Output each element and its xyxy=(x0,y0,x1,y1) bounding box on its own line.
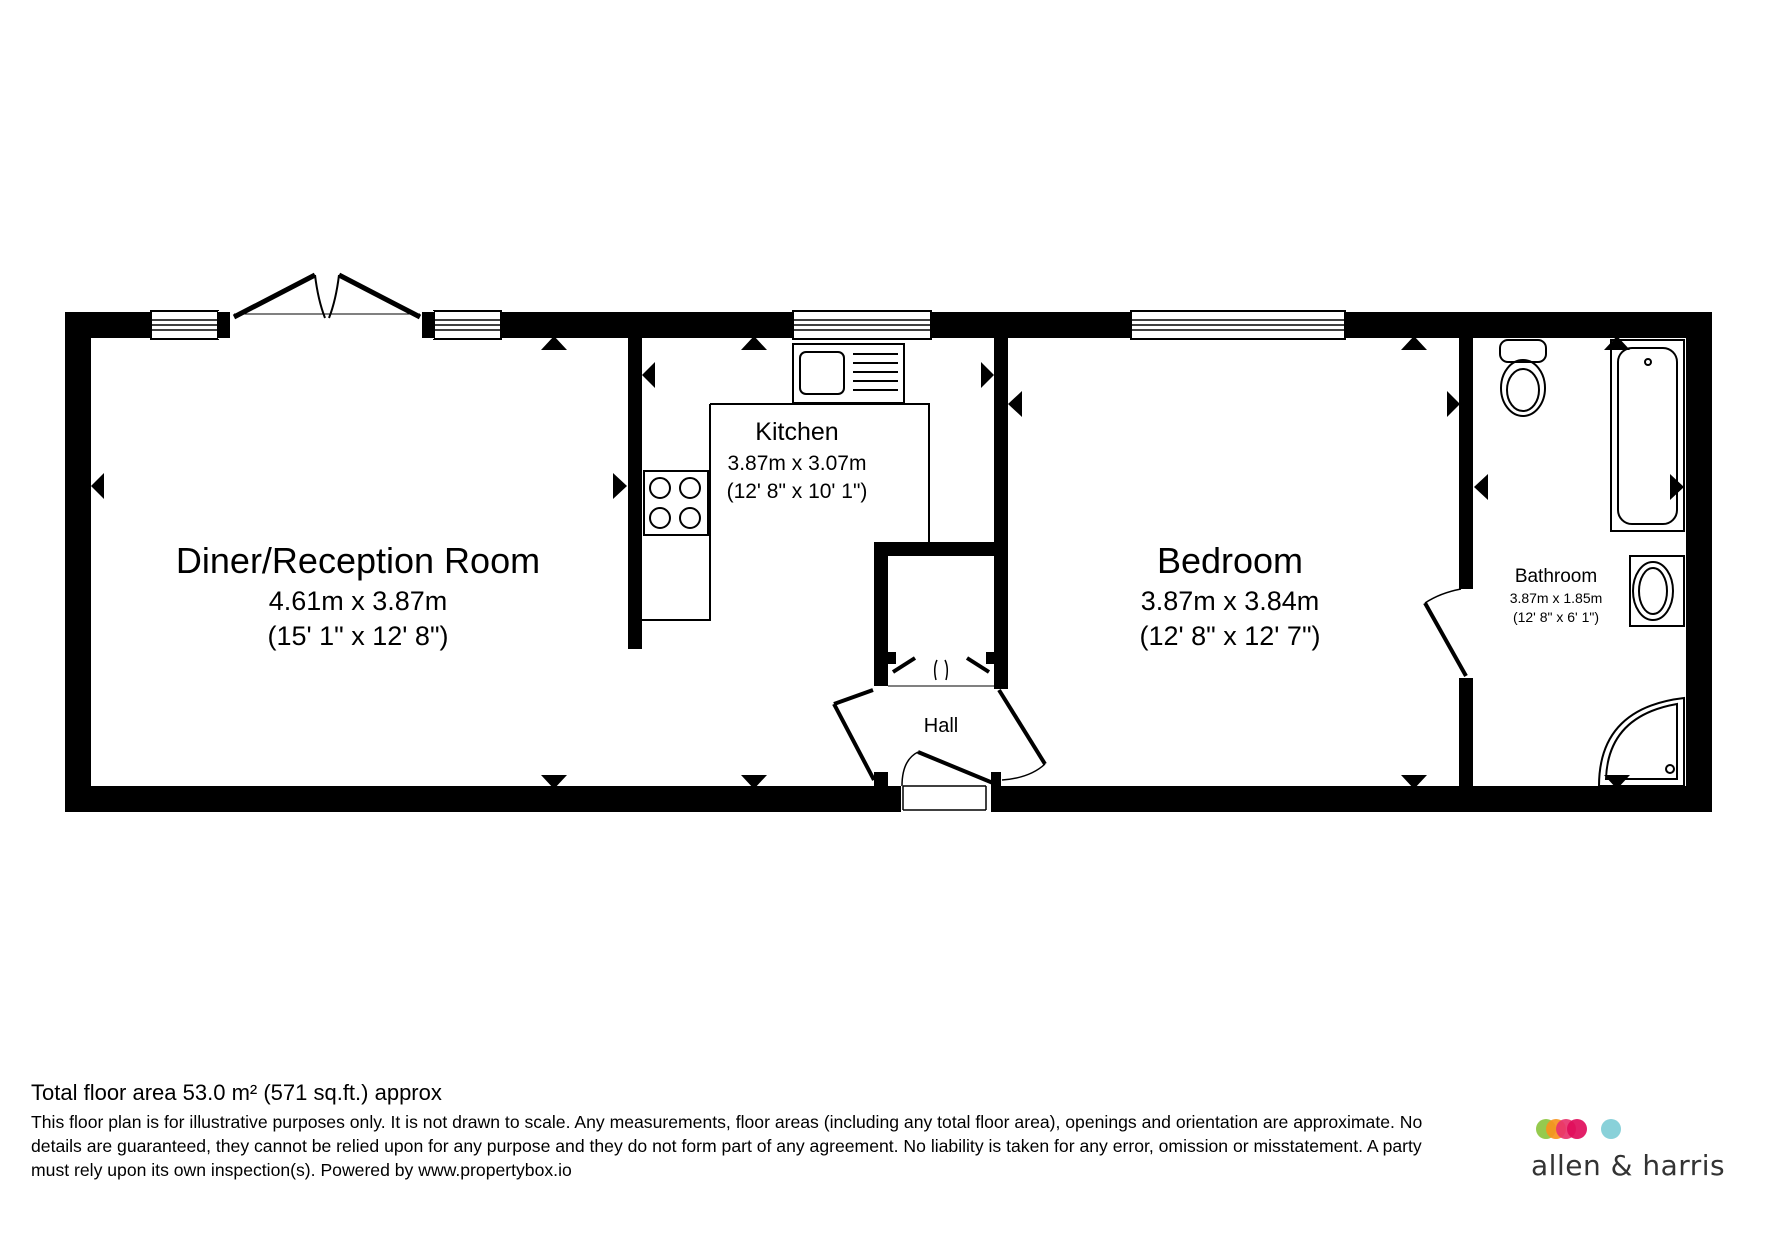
diner-name: Diner/Reception Room xyxy=(175,540,541,581)
interior-walls xyxy=(628,338,1473,788)
wall-bedroom-bathroom-top xyxy=(1459,338,1473,589)
total-floor-area: Total floor area 53.0 m² (571 sq.ft.) approx xyxy=(31,1080,442,1105)
room-labels xyxy=(176,418,1602,737)
kitchen-name: Kitchen xyxy=(755,418,839,446)
window-diner-left xyxy=(151,311,218,339)
bathroom-metric: 3.87m x 1.85m xyxy=(1509,590,1603,606)
diner-metric: 4.61m x 3.87m xyxy=(268,586,448,616)
brand-dots-icon xyxy=(1531,1119,1711,1141)
wall-diner-kitchen xyxy=(628,338,642,649)
hall-name: Hall xyxy=(923,715,959,737)
brand-name: allen & harris xyxy=(1531,1149,1726,1182)
bedroom-name: Bedroom xyxy=(1156,540,1304,581)
bathroom-name: Bathroom xyxy=(1514,566,1598,587)
hall-wall-left xyxy=(874,542,888,686)
window-diner-right xyxy=(434,311,501,339)
shower-icon xyxy=(1599,698,1684,786)
bathroom-imperial: (12' 8" x 6' 1") xyxy=(1512,609,1600,625)
sink-icon xyxy=(793,344,904,403)
bedroom-metric: 3.87m x 3.84m xyxy=(1140,586,1320,616)
french-doors xyxy=(218,275,434,339)
disclaimer-text: This floor plan is for illustrative purposes only. It is not drawn to scale. Any measurements, floor areas (including any total floor area), openings and orientation are approximate. No details are guaranteed, they cannot be relied upon for any purpose and they do not form part of any agreement. No liability is taken for any error, omission or misstatement. A party must rely upon its own inspection(s). Powered by www.propertybox.io xyxy=(31,1112,1423,1180)
kitchen-metric: 3.87m x 3.07m xyxy=(727,452,867,475)
kitchen-imperial: (12' 8" x 10' 1") xyxy=(726,480,868,503)
toilet-icon xyxy=(1500,340,1546,416)
wall-bedroom-bathroom-bottom xyxy=(1459,678,1473,788)
bath-icon xyxy=(1611,340,1684,531)
basin-icon xyxy=(1630,556,1684,626)
hob-icon xyxy=(644,471,708,535)
window-kitchen xyxy=(793,311,931,339)
brand-logo xyxy=(1531,1119,1726,1182)
window-bedroom xyxy=(1131,311,1345,339)
bedroom-imperial: (12' 8" x 12' 7") xyxy=(1139,621,1321,651)
bathroom-fittings xyxy=(1500,340,1684,786)
bottom-wall-right xyxy=(991,786,1712,812)
wall-kitchen-bedroom xyxy=(994,338,1008,689)
right-wall xyxy=(1686,312,1712,812)
brand-dot xyxy=(1567,1119,1587,1139)
footer xyxy=(31,1080,1431,1182)
brand-dot xyxy=(1601,1119,1621,1139)
bottom-wall xyxy=(65,786,901,812)
hall-wall-top xyxy=(874,542,994,556)
left-wall xyxy=(65,312,91,812)
diner-imperial: (15' 1" x 12' 8") xyxy=(267,621,449,651)
bathroom-door xyxy=(1425,589,1466,676)
